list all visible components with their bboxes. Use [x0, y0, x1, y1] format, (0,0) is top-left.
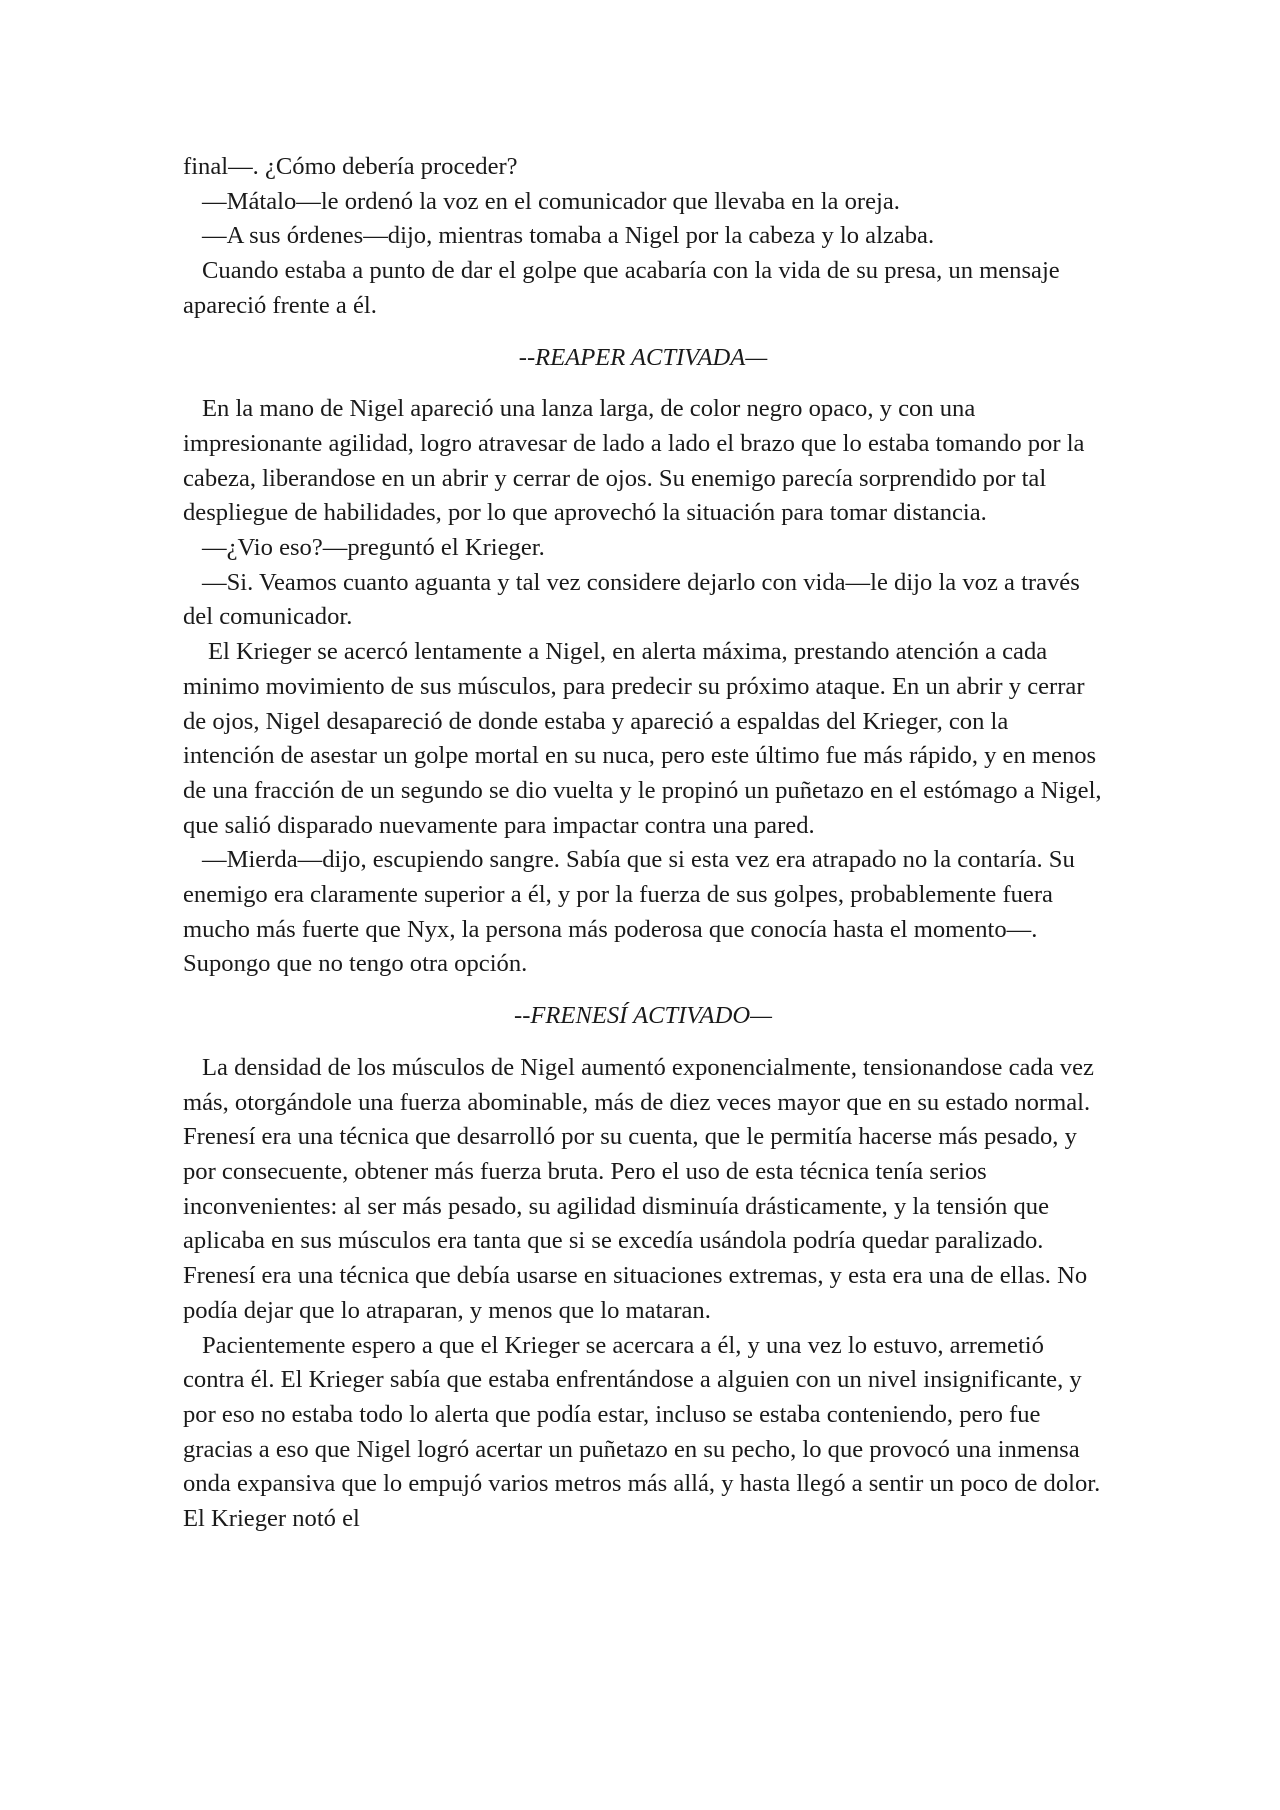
paragraph: Cuando estaba a punto de dar el golpe que acabaría con la vida de su presa, un mensaje apareció frente a él.: [183, 257, 1060, 319]
paragraph: Pacientemente espero a que el Krieger se acercara a él, y una vez lo estuvo, arremetió contra él. El Krieger sabía que estaba enfrentándose a alguien con un nivel insignificante, y por eso no estaba todo lo alerta que podía estar, incluso se estaba conteniendo, pero fue gracias a eso que Nigel logró acertar un puñetazo en su pecho, lo que provocó una inmensa onda expansiva que lo empujó varios metros más allá, y hasta llegó a sentir un poco de dolor. El Krieger notó el: [183, 1331, 1101, 1533]
paragraph: final—. ¿Cómo debería proceder?: [183, 153, 518, 180]
paragraph: El Krieger se acercó lentamente a Nigel, en alerta máxima, prestando atención a cada minimo movimiento de sus músculos, para predecir su próximo ataque. En un abrir y cerrar de ojos, Nigel desapareció de donde estaba y apareció a espaldas del Krieger, con la intención de asestar un golpe mortal en su nuca, pero este último fue más rápido, y en menos de una fracción de un segundo se dio vuelta y le propinó un puñetazo en el estómago a Nigel, que salió disparado nuevamente para impactar contra una pared.: [183, 638, 1102, 839]
page-body: [183, 150, 1103, 1537]
dialogue-line: —Si. Veamos cuanto aguanta y tal vez considere dejarlo con vida—le dijo la voz a través del comunicador.: [183, 568, 1080, 631]
dialogue-line: —A sus órdenes—dijo, mientras tomaba a Nigel por la cabeza y lo alzaba.: [202, 222, 935, 250]
dialogue-line: —Mátalo—le ordenó la voz en el comunicador que llevaba en la oreja.: [202, 187, 900, 215]
system-message-heading: --REAPER ACTIVADA—: [518, 343, 768, 371]
paragraph: En la mano de Nigel apareció una lanza larga, de color negro opaco, y con una impresionante agilidad, logro atravesar de lado a lado el brazo que lo estaba tomando por la cabeza, liberandose en un abrir y cerrar de ojos. Su enemigo parecía sorprendido por tal despliegue de habilidades, por lo que aprovechó la situación para tomar distancia.: [183, 395, 1085, 527]
paragraph: —Mierda—dijo, escupiendo sangre. Sabía que si esta vez era atrapado no la contaría. Su enemigo era claramente superior a él, y por la fuerza de sus golpes, probablemente fuera mucho más fuerte que Nyx, la persona más poderosa que conocía hasta el momento—. Supongo que no tengo otra opción.: [183, 846, 1075, 978]
system-message-heading: --FRENESÍ ACTIVADO—: [514, 1002, 772, 1030]
paragraph: La densidad de los músculos de Nigel aumentó exponencialmente, tensionandose cada vez más, otorgándole una fuerza abominable, más de diez veces mayor que en su estado normal. Frenesí era una técnica que desarrolló por su cuenta, que le permitía hacerse más pesado, y por consecuente, obtener más fuerza bruta. Pero el uso de esta técnica tenía serios inconvenientes: al ser más pesado, su agilidad disminuía drásticamente, y la tensión que aplicaba en sus músculos era tanta que si se excedía usándola podría quedar paralizado. Frenesí era una técnica que debía usarse en situaciones extremas, y esta era una de ellas. No podía dejar que lo atraparan, y menos que lo mataran.: [183, 1053, 1094, 1324]
dialogue-line: —¿Vio eso?—preguntó el Krieger.: [202, 534, 545, 562]
